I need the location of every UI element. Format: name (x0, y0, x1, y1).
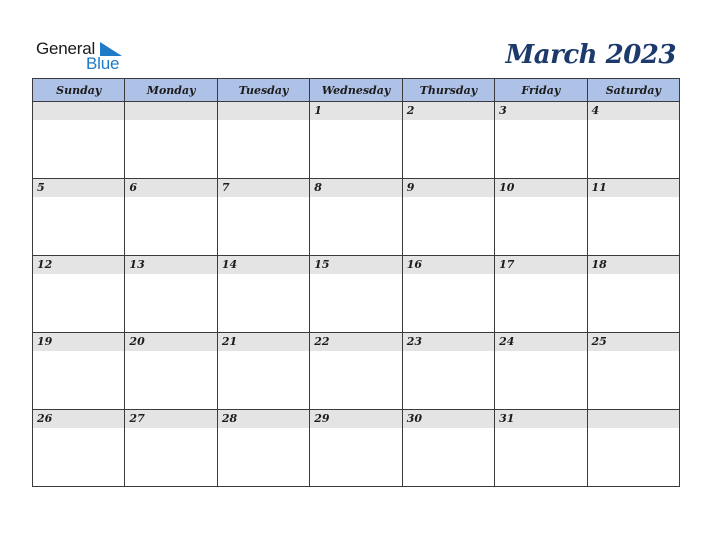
day-cell (125, 333, 217, 410)
weekday-monday: Monday (125, 79, 217, 102)
day-number: 29 (310, 410, 401, 428)
day-number: 30 (403, 410, 494, 428)
day-number: 26 (33, 410, 124, 428)
day-cell (587, 102, 679, 179)
day-number: 7 (218, 179, 309, 197)
day-cell (125, 256, 217, 333)
day-number (33, 102, 124, 120)
day-number: 25 (588, 333, 679, 351)
day-cell (495, 179, 587, 256)
weekday-header-row (33, 79, 680, 102)
day-cell (217, 410, 309, 487)
day-number (218, 102, 309, 120)
day-number: 14 (218, 256, 309, 274)
day-cell (125, 102, 217, 179)
week-row (33, 256, 680, 333)
day-number: 19 (33, 333, 124, 351)
day-number: 4 (588, 102, 679, 120)
calendar-grid (32, 78, 680, 487)
day-cell (310, 256, 402, 333)
day-number: 2 (403, 102, 494, 120)
day-cell (587, 256, 679, 333)
day-cell (402, 102, 494, 179)
day-number (588, 410, 679, 428)
day-cell (587, 333, 679, 410)
day-number: 20 (125, 333, 216, 351)
logo (36, 40, 126, 74)
day-number: 13 (125, 256, 216, 274)
day-number: 11 (588, 179, 679, 197)
day-cell (33, 410, 125, 487)
day-cell (402, 179, 494, 256)
week-row (33, 179, 680, 256)
day-number: 17 (495, 256, 586, 274)
day-cell (495, 102, 587, 179)
logo-word-general: General (36, 39, 96, 58)
weekday-wednesday: Wednesday (310, 79, 402, 102)
weekday-friday: Friday (495, 79, 587, 102)
day-number: 8 (310, 179, 401, 197)
day-number (125, 102, 216, 120)
day-cell (125, 410, 217, 487)
day-number: 28 (218, 410, 309, 428)
day-cell (495, 410, 587, 487)
day-cell (402, 333, 494, 410)
day-cell (217, 102, 309, 179)
day-number: 24 (495, 333, 586, 351)
day-cell (402, 256, 494, 333)
day-number: 16 (403, 256, 494, 274)
week-row (33, 102, 680, 179)
day-number: 31 (495, 410, 586, 428)
day-cell (33, 333, 125, 410)
day-number: 10 (495, 179, 586, 197)
day-cell (125, 179, 217, 256)
day-cell (310, 410, 402, 487)
day-number: 21 (218, 333, 309, 351)
day-number: 1 (310, 102, 401, 120)
day-number: 12 (33, 256, 124, 274)
day-cell (495, 256, 587, 333)
day-cell (33, 102, 125, 179)
weekday-tuesday: Tuesday (217, 79, 309, 102)
day-cell (33, 256, 125, 333)
day-number: 18 (588, 256, 679, 274)
week-row (33, 333, 680, 410)
day-cell (310, 179, 402, 256)
day-cell (33, 179, 125, 256)
day-cell (217, 256, 309, 333)
day-number: 5 (33, 179, 124, 197)
day-cell (587, 410, 679, 487)
weekday-sunday: Sunday (33, 79, 125, 102)
day-number: 9 (403, 179, 494, 197)
day-cell (587, 179, 679, 256)
day-cell (217, 179, 309, 256)
logo-word-blue: Blue (86, 54, 120, 73)
day-cell (402, 410, 494, 487)
page-title: March 2023 (505, 40, 676, 70)
day-number: 15 (310, 256, 401, 274)
day-number: 23 (403, 333, 494, 351)
day-cell (310, 102, 402, 179)
day-cell (495, 333, 587, 410)
day-cell (217, 333, 309, 410)
day-number: 6 (125, 179, 216, 197)
day-number: 27 (125, 410, 216, 428)
weekday-thursday: Thursday (402, 79, 494, 102)
week-row (33, 410, 680, 487)
day-cell (310, 333, 402, 410)
day-number: 3 (495, 102, 586, 120)
weekday-saturday: Saturday (587, 79, 679, 102)
day-number: 22 (310, 333, 401, 351)
